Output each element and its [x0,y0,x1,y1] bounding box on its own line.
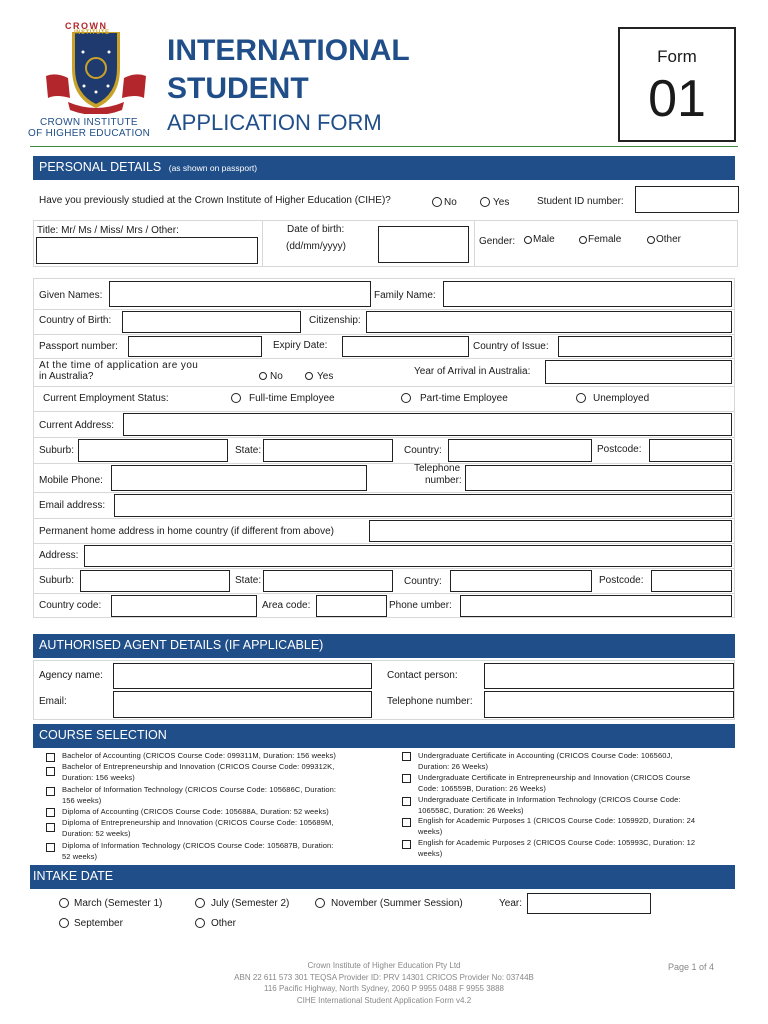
telephone-label-2: number: [425,475,462,486]
title-input[interactable] [36,237,258,264]
previously-studied-yes-radio[interactable] [480,197,490,207]
suburb-label: Suburb: [39,445,75,456]
country-code-label: Country code: [39,600,102,611]
phone-number-input[interactable] [460,595,732,617]
course-checkbox[interactable] [402,774,411,783]
intake-march-label: March (Semester 1) [74,898,163,909]
permanent-address-label: Permanent home address in home country (if different from above) [39,526,334,537]
state-label: State: [235,445,262,456]
previously-studied-label: Have you previously studied at the Crown Institute of Higher Education (CIHE)? [39,195,391,206]
dob-divider [474,220,475,267]
employment-part-label: Part-time Employee [420,393,508,404]
intake-year-input[interactable] [527,893,651,914]
course-checkbox[interactable] [46,843,55,852]
agent-telephone-label: Telephone number: [387,696,473,707]
in-australia-yes-radio[interactable] [305,372,313,380]
course-label: Bachelor of Entrepreneurship and Innovation (CRICOS Course Code: 099312K, Duration: 156 weeks) [62,762,335,782]
personal-details-heading [33,156,735,180]
intake-november-radio[interactable] [315,898,325,908]
course-label: Undergraduate Certificate in Information Technology (CRICOS Course Code: 106558C, Duration: 26 Weeks) [418,795,681,815]
country-of-issue-label: Country of Issue: [473,341,549,352]
footer-form-version: CIHE International Student Application Form v4.2 [296,995,472,1005]
home-state-input[interactable] [263,570,393,592]
home-address-input[interactable] [84,545,732,567]
in-australia-no-radio[interactable] [259,372,267,380]
course-label: Undergraduate Certificate in Entrepreneurship and Innovation (CRICOS Course Code: 106559B, Duration: 26 Weeks) [418,773,691,793]
home-postcode-input[interactable] [651,570,732,592]
in-australia-label-2: in Australia? [39,371,94,382]
header-divider [30,146,738,147]
year-arrival-label: Year of Arrival in Australia: [414,366,531,377]
footer-address: 116 Pacific Highway, North Sydney, 2060 P 9955 0488 F 9955 3888 [263,984,504,993]
email-address-label: Email address: [39,500,106,511]
agent-details-heading: AUTHORISED AGENT DETAILS (IF APPLICABLE) [33,634,735,658]
home-state-label: State: [235,575,262,586]
intake-september-label: September [74,918,123,929]
in-australia-no-label: No [270,371,283,382]
home-address-label: Address: [39,550,79,561]
home-suburb-input[interactable] [80,570,230,592]
page-number: Page 1 of 4 [668,962,715,972]
intake-july-label: July (Semester 2) [211,898,290,909]
intake-other-label: Other [211,918,237,929]
contact-person-input[interactable] [484,663,734,689]
agency-name-input[interactable] [113,663,372,689]
course-selection-heading: COURSE SELECTION [33,724,735,748]
dob-label: Date of birth: [287,224,345,235]
passport-number-label: Passport number: [39,341,118,352]
gender-male-label: Male [533,234,555,245]
gender-female-radio[interactable] [579,236,587,244]
email-address-input[interactable] [114,494,732,517]
employment-full-radio[interactable] [231,393,241,403]
employment-unemployed-label: Unemployed [593,393,650,404]
home-suburb-label: Suburb: [39,575,75,586]
course-checkbox[interactable] [402,752,411,761]
area-code-input[interactable] [316,595,387,617]
course-checkbox[interactable] [46,823,55,832]
gender-female-label: Female [588,234,622,245]
family-name-input[interactable] [443,281,732,307]
page-subtitle: APPLICATION FORM [167,110,382,135]
course-label: English for Academic Purposes 1 (CRICOS Course Code: 105992D, Duration: 24 weeks) [418,816,696,836]
agency-name-label: Agency name: [39,670,103,681]
course-checkbox[interactable] [46,767,55,776]
title-divider [262,220,263,267]
employment-status-label: Current Employment Status: [43,393,169,404]
dob-format: (dd/mm/yyyy) [286,241,346,252]
previously-studied-yes-label: Yes [493,197,510,208]
postcode-label: Postcode: [597,444,642,455]
logo [26,20,166,140]
permanent-address-input[interactable] [369,520,732,542]
previously-studied-no-radio[interactable] [432,197,442,207]
family-name-label: Family Name: [374,290,436,301]
logo-institute-text: INSTITUTE [74,30,110,36]
course-checkbox[interactable] [46,753,55,762]
footer-company: Crown Institute of Higher Education Pty Ltd [307,961,461,970]
employment-part-radio[interactable] [401,393,411,403]
course-label: English for Academic Purposes 2 (CRICOS Course Code: 105993C, Duration: 12 weeks) [418,838,696,858]
footer [0,960,768,1010]
state-input[interactable] [263,439,393,462]
telephone-input[interactable] [465,465,732,491]
personal-heading-text: PERSONAL DETAILS [39,160,162,174]
employment-unemployed-radio[interactable] [576,393,586,403]
suburb-input[interactable] [78,439,228,462]
form-label: Form [657,47,697,66]
crest-icon [42,28,150,114]
form-number: 01 [648,70,706,128]
title-label: Title: Mr/ Ms / Miss/ Mrs / Other: [37,225,179,236]
logo-line2: OF HIGHER EDUCATION [28,128,151,139]
student-id-label: Student ID number: [537,196,624,207]
course-checkbox[interactable] [46,787,55,796]
home-country-input[interactable] [450,570,592,592]
country-of-birth-input[interactable] [122,311,301,333]
page-title-line1: INTERNATIONAL [167,34,410,67]
gender-other-label: Other [656,234,682,245]
intake-march-radio[interactable] [59,898,69,908]
contact-person-label: Contact person: [387,670,458,681]
intake-date-heading: INTAKE DATE [30,865,735,889]
gender-male-radio[interactable] [524,236,532,244]
gender-label: Gender: [479,236,516,247]
course-checkbox[interactable] [402,818,411,827]
employment-full-label: Full-time Employee [249,393,335,404]
course-label: Bachelor of Accounting (CRICOS Course Code: 099311M, Duration: 156 weeks) [62,751,336,760]
intake-year-label: Year: [499,898,522,909]
intake-september-radio[interactable] [59,918,69,928]
home-postcode-label: Postcode: [599,575,644,586]
telephone-label-1: Telephone [414,463,461,474]
gender-other-radio[interactable] [647,236,655,244]
phone-number-label: Phone umber: [389,600,452,611]
year-arrival-input[interactable] [545,360,732,384]
intake-other-radio[interactable] [195,918,205,928]
course-checkbox[interactable] [402,797,411,806]
agent-telephone-input[interactable] [484,691,734,718]
footer-abn: ABN 22 611 573 301 TEQSA Provider ID: PRV 14301 CRICOS Provider No: 03744B [234,972,534,982]
agent-email-label: Email: [39,696,67,707]
logo-crown-text: CROWN [65,21,108,31]
home-country-label: Country: [404,576,442,587]
course-label: Bachelor of Information Technology (CRICOS Course Code: 105686C, Duration: 156 weeks) [62,785,337,805]
country-label: Country: [404,445,442,456]
expiry-date-label: Expiry Date: [273,340,328,351]
expiry-date-input[interactable] [342,336,469,357]
mobile-phone-label: Mobile Phone: [39,475,103,486]
country-of-issue-input[interactable] [558,336,732,357]
postcode-input[interactable] [649,439,732,462]
given-names-label: Given Names: [39,290,103,301]
citizenship-label: Citizenship: [309,315,361,326]
personal-heading-note: (as shown on passport) [168,163,258,173]
course-label: Diploma of Information Technology (CRICOS Course Code: 105687B, Duration: 52 weeks) [62,841,334,861]
page-title-line2: STUDENT [167,72,309,105]
in-australia-label-1: At the time of application are you [39,360,199,371]
agent-email-input[interactable] [113,691,372,718]
current-address-label: Current Address: [39,420,115,431]
country-input[interactable] [448,439,592,462]
passport-number-input[interactable] [128,336,262,357]
dob-input[interactable] [378,226,469,263]
citizenship-input[interactable] [366,311,732,333]
previously-studied-no-label: No [444,197,457,208]
country-of-birth-label: Country of Birth: [39,315,112,326]
in-australia-yes-label: Yes [317,371,334,382]
intake-july-radio[interactable] [195,898,205,908]
course-checkbox[interactable] [46,808,55,817]
mobile-phone-input[interactable] [111,465,367,491]
course-label: Undergraduate Certificate in Accounting (CRICOS Course Code: 106560J, Duration: 26 Weeks) [418,751,673,771]
current-address-input[interactable] [123,413,732,436]
area-code-label: Area code: [262,600,311,611]
course-label: Diploma of Entrepreneurship and Innovation (CRICOS Course Code: 105689M, Duration: 52 weeks) [62,818,334,838]
course-checkbox[interactable] [402,840,411,849]
course-label: Diploma of Accounting (CRICOS Course Code: 105688A, Duration: 52 weeks) [62,807,329,816]
intake-november-label: November (Summer Session) [331,898,463,909]
form-number-box [618,27,736,142]
country-code-input[interactable] [111,595,257,617]
given-names-input[interactable] [109,281,371,307]
logo-line1: CROWN INSTITUTE [40,117,138,128]
student-id-input[interactable] [635,186,739,213]
